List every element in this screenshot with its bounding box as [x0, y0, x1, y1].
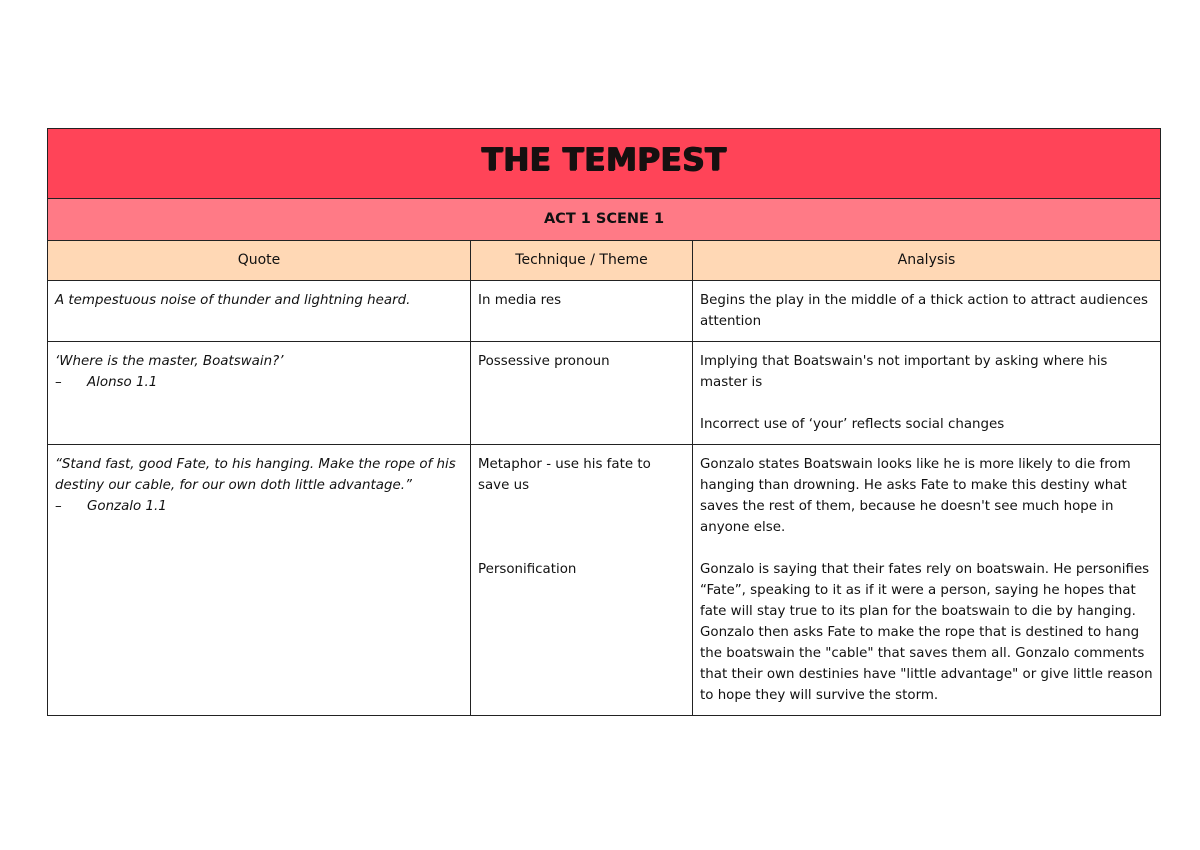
header-technique: Technique / Theme	[471, 241, 693, 281]
header-row	[48, 241, 1161, 281]
technique-cell	[471, 445, 693, 716]
analysis-text: Incorrect use of ‘your’ reflects social changes	[700, 417, 1005, 432]
title-row	[48, 129, 1161, 199]
technique-text: Metaphor - use his fate to save us	[478, 457, 651, 493]
study-notes-table	[47, 128, 1161, 716]
analysis-cell	[693, 342, 1161, 445]
analysis-text: Gonzalo states Boatswain looks like he is more likely to die from hanging than drowning. He asks Fate to make this destiny what saves the rest of them, because he doesn't see much hope in anyone else.	[700, 457, 1131, 535]
analysis-text: Implying that Boatswain's not important by asking where his master is	[700, 354, 1108, 390]
quote-cell	[48, 281, 471, 342]
table-row	[48, 281, 1161, 342]
scene-row	[48, 199, 1161, 241]
header-analysis: Analysis	[693, 241, 1161, 281]
quote-text: A tempestuous noise of thunder and lightning heard.	[55, 293, 411, 308]
analysis-text: Gonzalo is saying that their fates rely on boatswain. He personifies “Fate”, speaking to it as if it were a person, saying he hopes that fate will stay true to its plan for the boatswain to die by hanging. Gonzalo then asks Fate to make the rope that is destined to hang the boatswain the "cable" that saves them all. Gonzalo comments that their own destinies have "little advantage" or give little reason to hope they will survive the storm.	[700, 562, 1153, 703]
quote-text: “Stand fast, good Fate, to his hanging. Make the rope of his destiny our cable, for our own doth little advantage.”	[55, 457, 456, 493]
quote-cell	[48, 445, 471, 716]
analysis-text: Begins the play in the middle of a thick action to attract audiences attention	[700, 293, 1149, 329]
scene-heading: ACT 1 SCENE 1	[48, 199, 1161, 241]
speaker-attribution: – Gonzalo 1.1	[55, 496, 463, 517]
header-quote: Quote	[48, 241, 471, 281]
document-title: THE TEMPEST	[481, 142, 727, 178]
quote-text: ‘Where is the master, Boatswain?’	[55, 354, 284, 369]
table-row	[48, 445, 1161, 716]
analysis-cell	[693, 445, 1161, 716]
technique-cell	[471, 342, 693, 445]
quote-cell	[48, 342, 471, 445]
technique-text: Personification	[478, 562, 577, 577]
technique-text: Possessive pronoun	[478, 354, 610, 369]
table-row	[48, 342, 1161, 445]
title-cell	[48, 129, 1161, 199]
technique-text: In media res	[478, 293, 562, 308]
analysis-cell	[693, 281, 1161, 342]
speaker-attribution: – Alonso 1.1	[55, 372, 463, 393]
technique-cell	[471, 281, 693, 342]
